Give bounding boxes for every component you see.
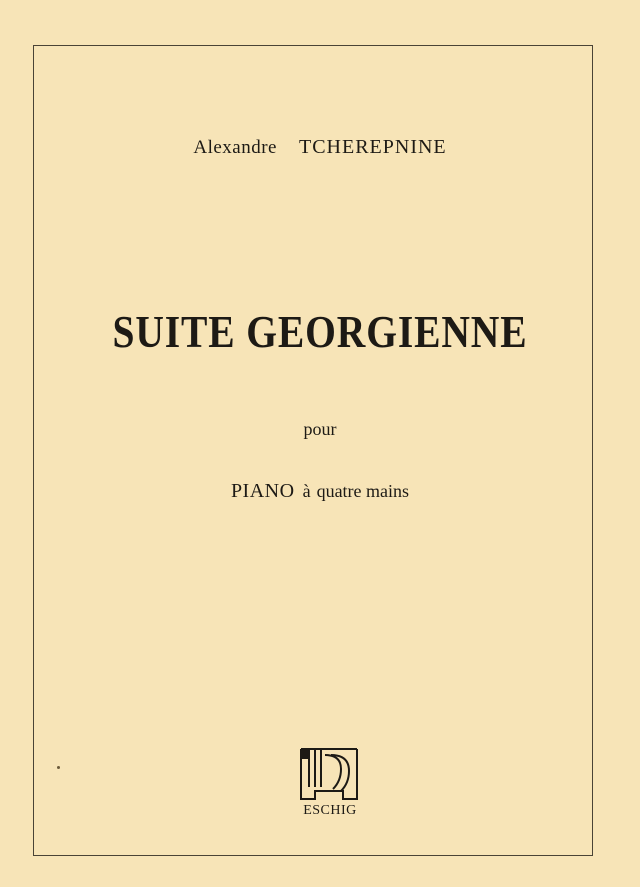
instrument-detail: quatre mains	[316, 481, 410, 501]
composer-name	[0, 136, 640, 159]
composer-first-name: Alexandre	[193, 137, 277, 158]
instrument-preposition: à	[302, 481, 311, 501]
instrument-name: PIANO	[230, 480, 295, 502]
composer-last-name: TCHEREPNINE	[298, 136, 447, 158]
pour-text: pour	[303, 419, 337, 439]
cover-border	[33, 45, 593, 856]
paper-speck	[57, 766, 60, 769]
work-title: SUITE GEORGIENNE	[112, 306, 528, 357]
instrumentation	[0, 480, 640, 503]
publisher-name: ESCHIG	[303, 803, 357, 818]
